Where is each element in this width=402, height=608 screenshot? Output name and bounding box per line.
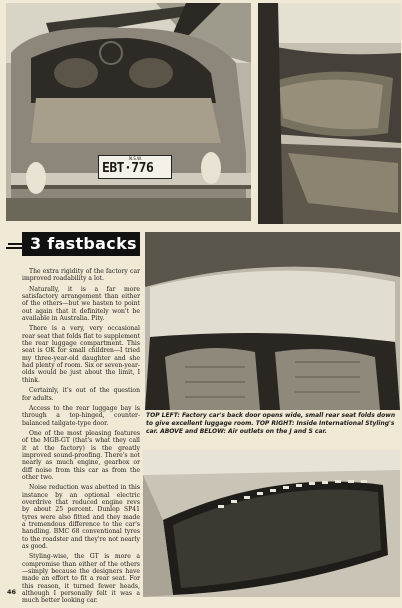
page-number: 46: [7, 588, 17, 596]
license-plate-number: EBT·776: [102, 161, 154, 176]
article-paragraph: Styling-wise, the GT is more a compromise than either of the others—simply because the designers have made an effort to fit a rear seat. For this reason, it turned fewer heads, although I personally felt it was a much better looking car.: [22, 553, 140, 605]
photo-car-interior-rear: [258, 3, 401, 224]
article-body: [22, 268, 140, 608]
article-paragraph: Noise reduction was abetted in this instance by an optional electric overdrive that reduced engine revs by about 25 percent. Dunlop SP41 tyres were also fitted and they made a tremendous difference to the car's handling. BMC 68 conventional tyres to the roadster and they're not nearly as good.: [22, 484, 140, 551]
headline-rule: [8, 243, 22, 245]
article-paragraph: The extra rigidity of the factory car improved roadability a lot.: [22, 268, 140, 283]
article-headline: 3 fastbacks: [22, 232, 140, 256]
article-paragraph: Certainly, it's out of the question for adults.: [22, 387, 140, 402]
license-plate: [98, 155, 172, 179]
article-paragraph: There is a very, very occasional rear seat that folds flat to supplement the rear luggage compartment. This seat is OK for small children—I tried my three-year-old daughter and she had plenty of room. Six or seven-year-olds would be just about the limit, I think.: [22, 325, 140, 384]
photo-car-interior-roof: [145, 232, 400, 410]
article-paragraph: Naturally, it is a far more satisfactory arrangement than either of the others—but we hasten to point out again that it definitely won't be available in Australia. Pity.: [22, 285, 140, 323]
license-plate-state: N.S.W.: [129, 156, 142, 161]
photo-car-rear-tailgate-open: [6, 3, 251, 221]
photo-caption: TOP LEFT: Factory car's back door opens wide, small rear seat folds down to give excellent luggage room. TOP RIGHT: Inside International Styling's car. ABOVE and BELOW: Air outlets on the J and S car.: [146, 412, 396, 435]
article-paragraph: Access to the rear luggage bay is through a top-hinged, counter-balanced tailgate-type door.: [22, 404, 140, 427]
headline-rule: [6, 247, 22, 249]
article-paragraph: One of the most pleasing features of the MGB-GT (that's what they call it at the factory) is the greatly improved sound-proofing. There's not nearly as much engine, gearbox or diff noise from this car as from the other two.: [22, 429, 140, 481]
photo-air-outlets: [143, 450, 400, 597]
